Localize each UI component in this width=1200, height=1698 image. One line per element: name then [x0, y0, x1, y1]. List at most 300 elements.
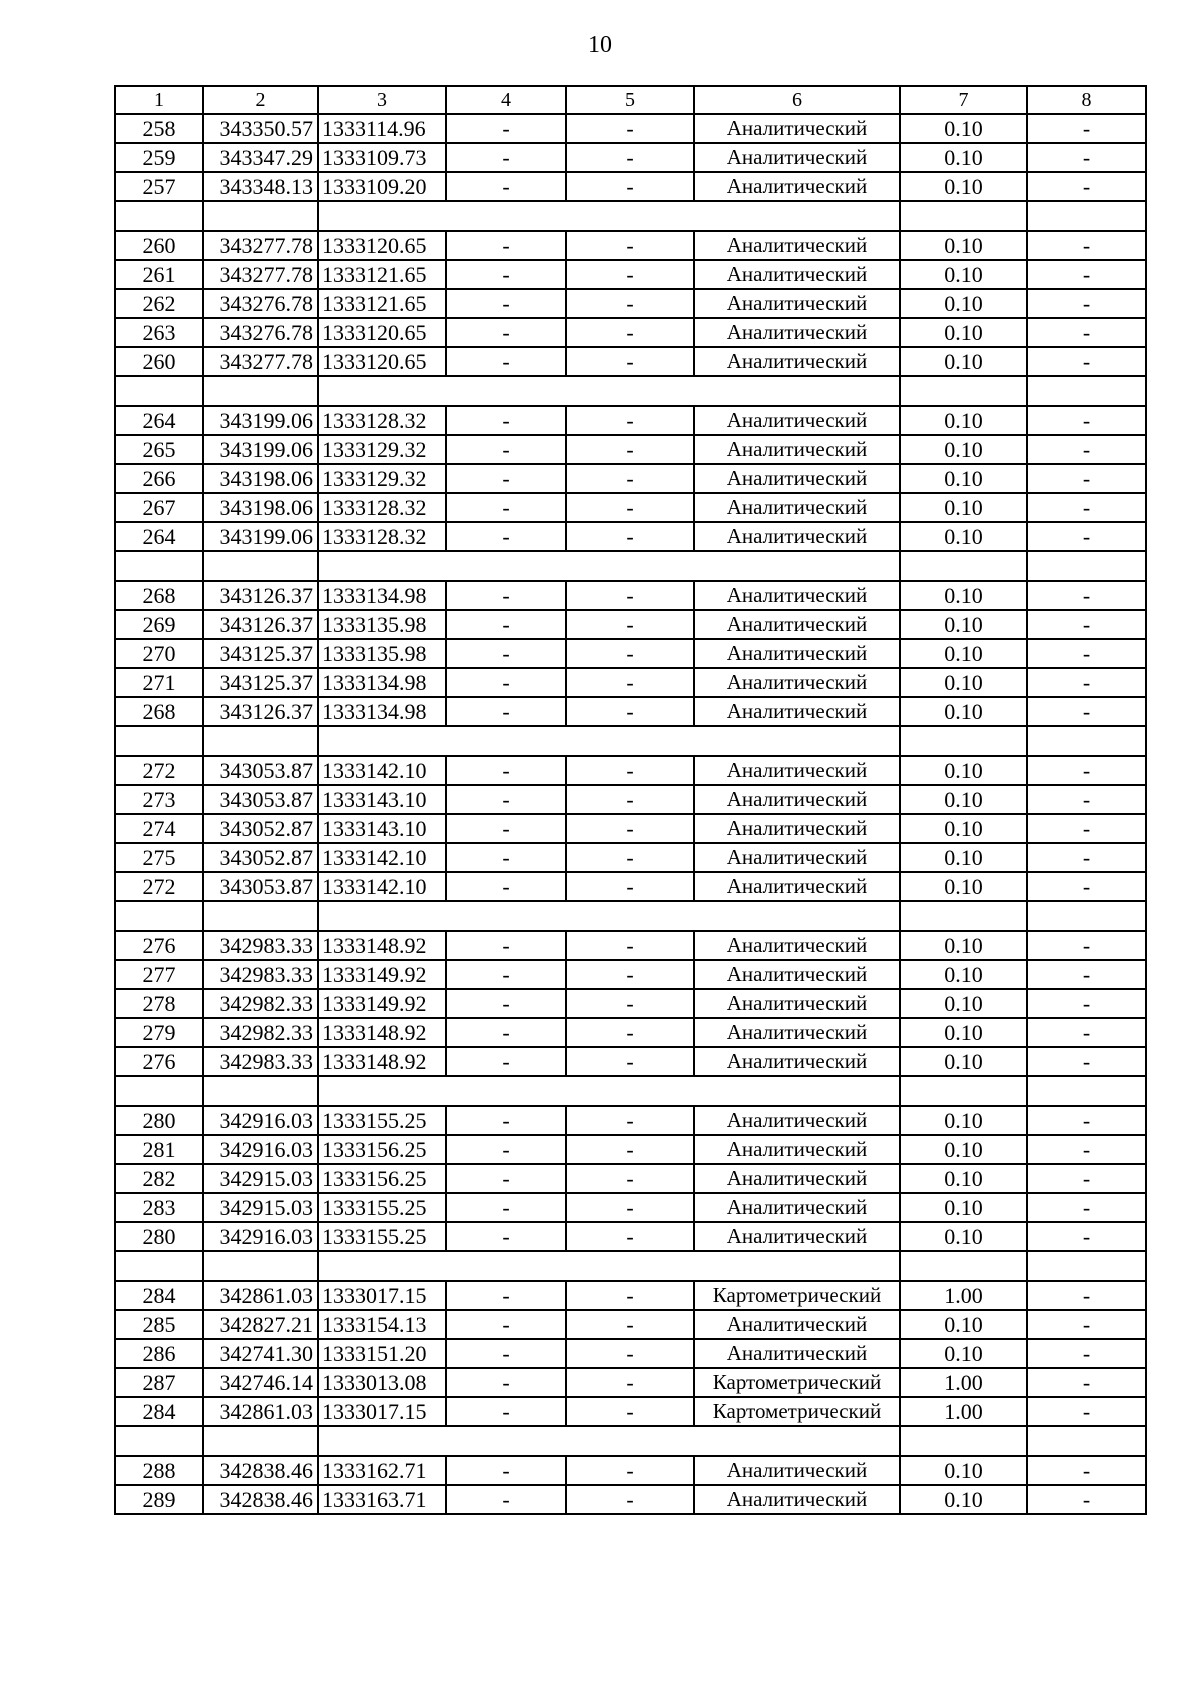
method: Аналитический — [694, 318, 900, 347]
empty-cell — [1027, 1251, 1146, 1281]
col5-value: - — [566, 785, 694, 814]
accuracy: 0.10 — [900, 1310, 1027, 1339]
col4-value: - — [446, 1135, 566, 1164]
x-coordinate: 343277.78 — [203, 260, 318, 289]
table-row — [115, 522, 1146, 551]
table-row — [115, 493, 1146, 522]
empty-cell — [115, 201, 203, 231]
col4-value: - — [446, 989, 566, 1018]
col8-value: - — [1027, 1485, 1146, 1514]
accuracy: 0.10 — [900, 1456, 1027, 1485]
point-number: 269 — [115, 610, 203, 639]
method: Аналитический — [694, 289, 900, 318]
x-coordinate: 343347.29 — [203, 143, 318, 172]
column-header-1: 1 — [115, 86, 203, 114]
y-coordinate: 1333163.71 — [318, 1485, 446, 1514]
empty-cell — [900, 551, 1027, 581]
y-coordinate: 1333142.10 — [318, 843, 446, 872]
accuracy: 0.10 — [900, 581, 1027, 610]
col4-value: - — [446, 406, 566, 435]
empty-cell — [203, 376, 318, 406]
method: Аналитический — [694, 260, 900, 289]
col4-value: - — [446, 1193, 566, 1222]
point-number: 264 — [115, 522, 203, 551]
empty-cell — [203, 1251, 318, 1281]
col8-value: - — [1027, 1368, 1146, 1397]
x-coordinate: 343126.37 — [203, 581, 318, 610]
x-coordinate: 343350.57 — [203, 114, 318, 143]
col5-value: - — [566, 1456, 694, 1485]
x-coordinate: 342741.30 — [203, 1339, 318, 1368]
col8-value: - — [1027, 1222, 1146, 1251]
col5-value: - — [566, 872, 694, 901]
method: Аналитический — [694, 347, 900, 376]
empty-cell — [318, 376, 900, 406]
col5-value: - — [566, 289, 694, 318]
point-number: 274 — [115, 814, 203, 843]
col5-value: - — [566, 172, 694, 201]
y-coordinate: 1333128.32 — [318, 522, 446, 551]
x-coordinate: 343053.87 — [203, 872, 318, 901]
accuracy: 0.10 — [900, 318, 1027, 347]
y-coordinate: 1333129.32 — [318, 435, 446, 464]
x-coordinate: 342838.46 — [203, 1456, 318, 1485]
table-row — [115, 581, 1146, 610]
col4-value: - — [446, 1397, 566, 1426]
separator-row — [115, 726, 1146, 756]
x-coordinate: 343199.06 — [203, 522, 318, 551]
accuracy: 0.10 — [900, 172, 1027, 201]
col4-value: - — [446, 931, 566, 960]
method: Аналитический — [694, 581, 900, 610]
point-number: 284 — [115, 1281, 203, 1310]
y-coordinate: 1333134.98 — [318, 668, 446, 697]
accuracy: 0.10 — [900, 464, 1027, 493]
col4-value: - — [446, 1281, 566, 1310]
x-coordinate: 342982.33 — [203, 1018, 318, 1047]
point-number: 278 — [115, 989, 203, 1018]
col8-value: - — [1027, 814, 1146, 843]
col4-value: - — [446, 610, 566, 639]
y-coordinate: 1333142.10 — [318, 756, 446, 785]
point-number: 262 — [115, 289, 203, 318]
col4-value: - — [446, 785, 566, 814]
col8-value: - — [1027, 493, 1146, 522]
empty-cell — [203, 201, 318, 231]
col4-value: - — [446, 260, 566, 289]
col8-value: - — [1027, 143, 1146, 172]
empty-cell — [1027, 1426, 1146, 1456]
x-coordinate: 343125.37 — [203, 668, 318, 697]
method: Аналитический — [694, 756, 900, 785]
y-coordinate: 1333121.65 — [318, 260, 446, 289]
table-row — [115, 697, 1146, 726]
y-coordinate: 1333121.65 — [318, 289, 446, 318]
y-coordinate: 1333120.65 — [318, 347, 446, 376]
column-header-4: 4 — [446, 86, 566, 114]
col5-value: - — [566, 610, 694, 639]
accuracy: 0.10 — [900, 785, 1027, 814]
col5-value: - — [566, 989, 694, 1018]
point-number: 280 — [115, 1222, 203, 1251]
col4-value: - — [446, 435, 566, 464]
y-coordinate: 1333017.15 — [318, 1281, 446, 1310]
empty-cell — [318, 726, 900, 756]
point-number: 272 — [115, 872, 203, 901]
method: Аналитический — [694, 493, 900, 522]
empty-cell — [318, 1251, 900, 1281]
column-header-3: 3 — [318, 86, 446, 114]
method: Аналитический — [694, 1456, 900, 1485]
point-number: 281 — [115, 1135, 203, 1164]
method: Аналитический — [694, 639, 900, 668]
method: Аналитический — [694, 1339, 900, 1368]
y-coordinate: 1333128.32 — [318, 493, 446, 522]
col5-value: - — [566, 1310, 694, 1339]
empty-cell — [115, 1251, 203, 1281]
table-row — [115, 756, 1146, 785]
y-coordinate: 1333148.92 — [318, 931, 446, 960]
accuracy: 0.10 — [900, 872, 1027, 901]
col5-value: - — [566, 1281, 694, 1310]
y-coordinate: 1333148.92 — [318, 1018, 446, 1047]
col4-value: - — [446, 843, 566, 872]
point-number: 263 — [115, 318, 203, 347]
table-row — [115, 260, 1146, 289]
method: Картометрический — [694, 1281, 900, 1310]
col4-value: - — [446, 639, 566, 668]
empty-cell — [1027, 201, 1146, 231]
col5-value: - — [566, 1135, 694, 1164]
point-number: 280 — [115, 1106, 203, 1135]
col4-value: - — [446, 872, 566, 901]
empty-cell — [115, 901, 203, 931]
col4-value: - — [446, 1310, 566, 1339]
method: Аналитический — [694, 435, 900, 464]
point-number: 275 — [115, 843, 203, 872]
table-row — [115, 1222, 1146, 1251]
table-row — [115, 872, 1146, 901]
col5-value: - — [566, 114, 694, 143]
method: Аналитический — [694, 814, 900, 843]
x-coordinate: 342982.33 — [203, 989, 318, 1018]
empty-cell — [115, 1426, 203, 1456]
y-coordinate: 1333148.92 — [318, 1047, 446, 1076]
table-row — [115, 143, 1146, 172]
empty-cell — [318, 1076, 900, 1106]
table-row — [115, 1135, 1146, 1164]
col8-value: - — [1027, 1281, 1146, 1310]
col8-value: - — [1027, 960, 1146, 989]
accuracy: 0.10 — [900, 522, 1027, 551]
separator-row — [115, 1076, 1146, 1106]
table-row — [115, 1397, 1146, 1426]
col8-value: - — [1027, 872, 1146, 901]
y-coordinate: 1333143.10 — [318, 814, 446, 843]
empty-cell — [318, 1426, 900, 1456]
point-number: 257 — [115, 172, 203, 201]
method: Аналитический — [694, 406, 900, 435]
col5-value: - — [566, 522, 694, 551]
accuracy: 0.10 — [900, 610, 1027, 639]
col8-value: - — [1027, 435, 1146, 464]
y-coordinate: 1333155.25 — [318, 1222, 446, 1251]
accuracy: 0.10 — [900, 1135, 1027, 1164]
y-coordinate: 1333120.65 — [318, 318, 446, 347]
col5-value: - — [566, 231, 694, 260]
empty-cell — [115, 376, 203, 406]
table-row — [115, 347, 1146, 376]
col8-value: - — [1027, 1339, 1146, 1368]
y-coordinate: 1333109.73 — [318, 143, 446, 172]
col4-value: - — [446, 464, 566, 493]
empty-cell — [318, 551, 900, 581]
method: Аналитический — [694, 1485, 900, 1514]
col4-value: - — [446, 493, 566, 522]
accuracy: 0.10 — [900, 756, 1027, 785]
col5-value: - — [566, 1397, 694, 1426]
point-number: 259 — [115, 143, 203, 172]
col8-value: - — [1027, 1047, 1146, 1076]
col5-value: - — [566, 581, 694, 610]
table-row — [115, 1164, 1146, 1193]
column-header-7: 7 — [900, 86, 1027, 114]
method: Аналитический — [694, 960, 900, 989]
col8-value: - — [1027, 114, 1146, 143]
y-coordinate: 1333129.32 — [318, 464, 446, 493]
table-row — [115, 1485, 1146, 1514]
x-coordinate: 342746.14 — [203, 1368, 318, 1397]
accuracy: 0.10 — [900, 668, 1027, 697]
accuracy: 0.10 — [900, 989, 1027, 1018]
empty-cell — [900, 1426, 1027, 1456]
col4-value: - — [446, 114, 566, 143]
accuracy: 0.10 — [900, 347, 1027, 376]
col5-value: - — [566, 1047, 694, 1076]
y-coordinate: 1333156.25 — [318, 1164, 446, 1193]
y-coordinate: 1333109.20 — [318, 172, 446, 201]
empty-cell — [1027, 376, 1146, 406]
accuracy: 0.10 — [900, 435, 1027, 464]
table-row — [115, 1018, 1146, 1047]
method: Картометрический — [694, 1397, 900, 1426]
empty-cell — [203, 1076, 318, 1106]
col8-value: - — [1027, 172, 1146, 201]
table-row — [115, 1047, 1146, 1076]
table-row — [115, 1281, 1146, 1310]
x-coordinate: 343199.06 — [203, 435, 318, 464]
point-number: 258 — [115, 114, 203, 143]
y-coordinate: 1333135.98 — [318, 639, 446, 668]
col4-value: - — [446, 1485, 566, 1514]
accuracy: 0.10 — [900, 1222, 1027, 1251]
col4-value: - — [446, 1047, 566, 1076]
table-row — [115, 1106, 1146, 1135]
table-body — [115, 86, 1146, 1514]
table-row — [115, 435, 1146, 464]
separator-row — [115, 376, 1146, 406]
method: Аналитический — [694, 1018, 900, 1047]
col5-value: - — [566, 931, 694, 960]
x-coordinate: 342915.03 — [203, 1193, 318, 1222]
page-number: 10 — [588, 32, 612, 58]
col8-value: - — [1027, 668, 1146, 697]
col8-value: - — [1027, 785, 1146, 814]
col8-value: - — [1027, 1397, 1146, 1426]
method: Аналитический — [694, 989, 900, 1018]
coordinates-table — [114, 85, 1147, 1515]
y-coordinate: 1333120.65 — [318, 231, 446, 260]
method: Аналитический — [694, 172, 900, 201]
accuracy: 0.10 — [900, 1485, 1027, 1514]
y-coordinate: 1333134.98 — [318, 697, 446, 726]
separator-row — [115, 1426, 1146, 1456]
table-row — [115, 843, 1146, 872]
table-row — [115, 785, 1146, 814]
col8-value: - — [1027, 1106, 1146, 1135]
accuracy: 1.00 — [900, 1397, 1027, 1426]
col8-value: - — [1027, 639, 1146, 668]
column-header-8: 8 — [1027, 86, 1146, 114]
point-number: 260 — [115, 347, 203, 376]
col4-value: - — [446, 814, 566, 843]
point-number: 276 — [115, 1047, 203, 1076]
empty-cell — [115, 726, 203, 756]
x-coordinate: 343198.06 — [203, 493, 318, 522]
x-coordinate: 342915.03 — [203, 1164, 318, 1193]
column-header-2: 2 — [203, 86, 318, 114]
col4-value: - — [446, 318, 566, 347]
col5-value: - — [566, 347, 694, 376]
accuracy: 0.10 — [900, 931, 1027, 960]
col5-value: - — [566, 1485, 694, 1514]
col5-value: - — [566, 1339, 694, 1368]
col4-value: - — [446, 172, 566, 201]
column-header-6: 6 — [694, 86, 900, 114]
point-number: 272 — [115, 756, 203, 785]
col5-value: - — [566, 464, 694, 493]
col5-value: - — [566, 697, 694, 726]
col8-value: - — [1027, 464, 1146, 493]
col5-value: - — [566, 1018, 694, 1047]
table-row — [115, 960, 1146, 989]
col4-value: - — [446, 1222, 566, 1251]
table-row — [115, 114, 1146, 143]
method: Картометрический — [694, 1368, 900, 1397]
empty-cell — [203, 726, 318, 756]
col4-value: - — [446, 1456, 566, 1485]
accuracy: 0.10 — [900, 1018, 1027, 1047]
col8-value: - — [1027, 406, 1146, 435]
column-header-5: 5 — [566, 86, 694, 114]
empty-cell — [900, 726, 1027, 756]
col8-value: - — [1027, 318, 1146, 347]
accuracy: 0.10 — [900, 143, 1027, 172]
point-number: 270 — [115, 639, 203, 668]
col8-value: - — [1027, 843, 1146, 872]
separator-row — [115, 901, 1146, 931]
method: Аналитический — [694, 1047, 900, 1076]
separator-row — [115, 201, 1146, 231]
point-number: 268 — [115, 581, 203, 610]
x-coordinate: 343277.78 — [203, 231, 318, 260]
col4-value: - — [446, 960, 566, 989]
col8-value: - — [1027, 347, 1146, 376]
method: Аналитический — [694, 668, 900, 697]
table-row — [115, 668, 1146, 697]
col5-value: - — [566, 960, 694, 989]
col5-value: - — [566, 814, 694, 843]
col4-value: - — [446, 522, 566, 551]
empty-cell — [900, 901, 1027, 931]
point-number: 286 — [115, 1339, 203, 1368]
y-coordinate: 1333149.92 — [318, 960, 446, 989]
y-coordinate: 1333013.08 — [318, 1368, 446, 1397]
x-coordinate: 343053.87 — [203, 785, 318, 814]
col8-value: - — [1027, 260, 1146, 289]
y-coordinate: 1333142.10 — [318, 872, 446, 901]
point-number: 261 — [115, 260, 203, 289]
col5-value: - — [566, 756, 694, 785]
col4-value: - — [446, 143, 566, 172]
col4-value: - — [446, 347, 566, 376]
point-number: 276 — [115, 931, 203, 960]
x-coordinate: 342827.21 — [203, 1310, 318, 1339]
separator-row — [115, 1251, 1146, 1281]
point-number: 284 — [115, 1397, 203, 1426]
x-coordinate: 342838.46 — [203, 1485, 318, 1514]
empty-cell — [318, 901, 900, 931]
col8-value: - — [1027, 756, 1146, 785]
accuracy: 0.10 — [900, 1339, 1027, 1368]
col5-value: - — [566, 1164, 694, 1193]
accuracy: 0.10 — [900, 639, 1027, 668]
accuracy: 0.10 — [900, 843, 1027, 872]
col8-value: - — [1027, 289, 1146, 318]
method: Аналитический — [694, 697, 900, 726]
col4-value: - — [446, 289, 566, 318]
header-row — [115, 86, 1146, 114]
col4-value: - — [446, 697, 566, 726]
y-coordinate: 1333134.98 — [318, 581, 446, 610]
col8-value: - — [1027, 610, 1146, 639]
y-coordinate: 1333143.10 — [318, 785, 446, 814]
col4-value: - — [446, 1164, 566, 1193]
x-coordinate: 343276.78 — [203, 289, 318, 318]
empty-cell — [318, 201, 900, 231]
empty-cell — [203, 551, 318, 581]
x-coordinate: 342861.03 — [203, 1397, 318, 1426]
point-number: 283 — [115, 1193, 203, 1222]
empty-cell — [900, 376, 1027, 406]
x-coordinate: 343052.87 — [203, 814, 318, 843]
point-number: 287 — [115, 1368, 203, 1397]
point-number: 271 — [115, 668, 203, 697]
col4-value: - — [446, 1368, 566, 1397]
x-coordinate: 342861.03 — [203, 1281, 318, 1310]
method: Аналитический — [694, 610, 900, 639]
col8-value: - — [1027, 1456, 1146, 1485]
col4-value: - — [446, 581, 566, 610]
separator-row — [115, 551, 1146, 581]
point-number: 285 — [115, 1310, 203, 1339]
accuracy: 1.00 — [900, 1281, 1027, 1310]
col5-value: - — [566, 1106, 694, 1135]
col8-value: - — [1027, 1310, 1146, 1339]
method: Аналитический — [694, 785, 900, 814]
table-row — [115, 931, 1146, 960]
empty-cell — [1027, 1076, 1146, 1106]
